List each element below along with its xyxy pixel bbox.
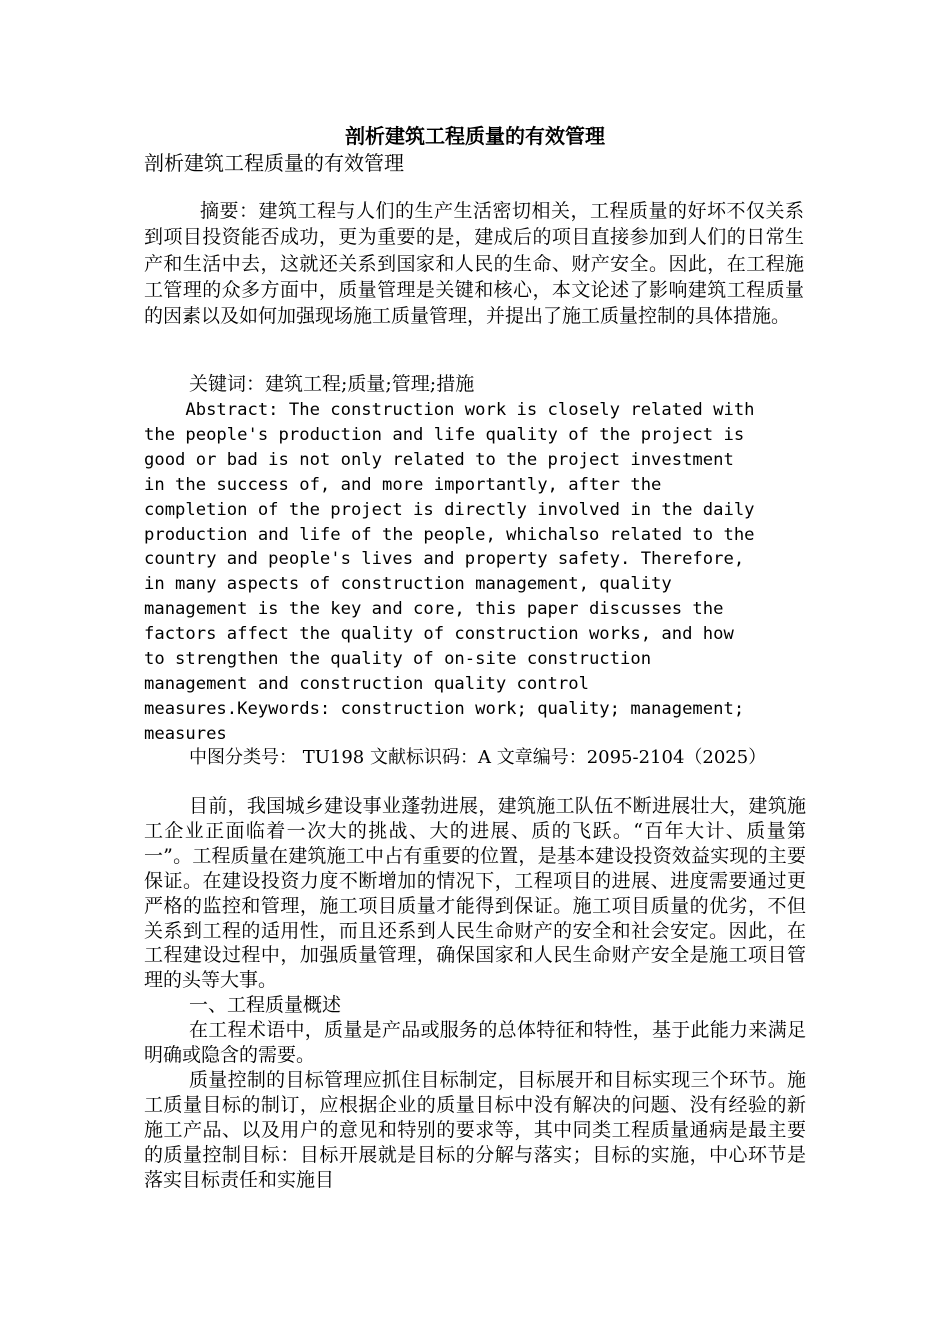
classification-line — [144, 745, 767, 771]
document-subtitle: 剖析建筑工程质量的有效管理 — [144, 151, 404, 175]
body-text — [144, 794, 806, 1193]
chinese-abstract — [144, 198, 804, 329]
english-abstract: Abstract: The construction work is closely related with the people's production and life quality of the project is good or bad is not only related to the project investment in the success of, and more importantly, after the completion of the project is directly involved in the daily production and life of the people, whichalso related to the country and people's lives and property safety. Therefore, in many aspects of construction management, quality management is the key and core, this paper discusses the factors affect the quality of construction works, and how to strengthen the quality of on-site construction management and construction quality control measures.Keywords: construction work; quality; management; measures — [144, 400, 755, 744]
body-paragraph: 在工程术语中，质量是产品或服务的总体特征和特性，基于此能力来满足明确或隐含的需要。 — [144, 1019, 806, 1067]
chinese-abstract-text: 摘要：建筑工程与人们的生产生活密切相关，工程质量的好坏不仅关系到项目投资能否成功，更为重要的是，建成后的项目直接参加到人们的日常生产和生活中去，这就还关系到国家和人民的生命、财产安全。因此，在工程施工管理的众多方面中，质量管理是关键和核心，本文论述了影响建筑工程质量的因素以及如何加强现场施工质量管理，并提出了施工质量控制的具体措施。 — [144, 200, 804, 328]
chinese-keywords: 关键词：建筑工程;质量;管理;措施 — [189, 373, 475, 395]
body-paragraph: 质量控制的目标管理应抓住目标制定，目标展开和目标实现三个环节。施工质量目标的制订，应根据企业的质量目标中没有解决的问题、没有经验的新施工产品、以及用户的意见和特别的要求等，其中同类工程质量通病是最主要的质量控制目标：目标开展就是目标的分解与落实；目标的实施，中心环节是落实目标责任和实施目 — [144, 1068, 806, 1191]
document-title: 剖析建筑工程质量的有效管理 — [345, 124, 605, 148]
body-paragraph: 目前，我国城乡建设事业蓬勃进展，建筑施工队伍不断进展壮大，建筑施工企业正面临着一次大的挑战、大的进展、质的飞跃。“百年大计、质量第一”。工程质量在建筑施工中占有重要的位置，是基本建设投资效益实现的主要保证。在建设投资力度不断增加的情况下，工程项目的进展、进度需要通过更严格的监控和管理，施工项目质量才能得到保证。施工项目质量的优劣，不但关系到工程的适用性，而且还系到人民生命财产的安全和社会安定。因此，在工程建设过程中，加强质量管理，确保国家和人民生命财产安全是施工项目管理的头等大事。 — [144, 795, 806, 992]
section-heading: 一、工程质量概述 — [189, 994, 342, 1017]
classification-text: 中图分类号： TU198 文献标识码：A 文章编号：2095-2104（2025） — [189, 747, 767, 768]
